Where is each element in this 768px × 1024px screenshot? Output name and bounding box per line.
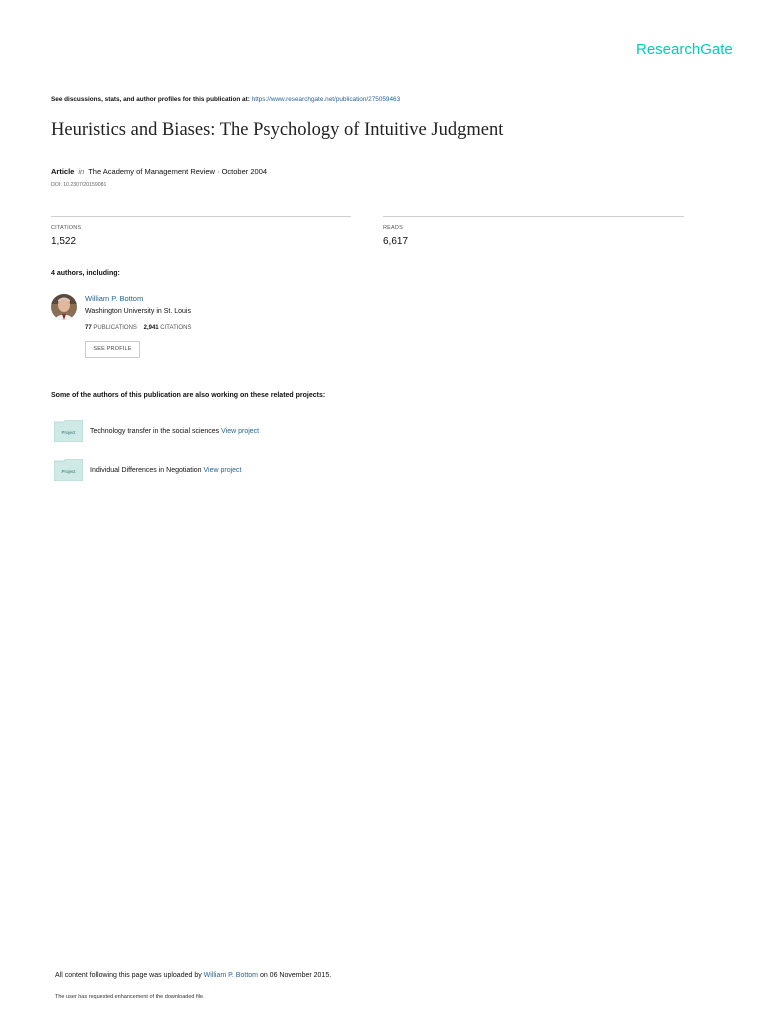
upload-notice	[55, 972, 331, 979]
upload-suffix: on 06 November 2015.	[258, 972, 332, 979]
article-meta	[51, 167, 267, 176]
author-institution: Washington University in St. Louis	[85, 308, 191, 315]
reads-label: READS	[383, 225, 403, 231]
authors-heading: 4 authors, including:	[51, 270, 120, 277]
uploader-link[interactable]: William P. Bottom	[203, 972, 258, 979]
divider-right	[383, 216, 684, 217]
article-kind: Article	[51, 167, 75, 176]
enhancement-note: The user has requested enhancement of the downloaded file.	[55, 994, 205, 1000]
project-icon-label: Project	[61, 430, 76, 435]
author-publications-label: PUBLICATIONS	[93, 325, 137, 331]
project-title: Individual Differences in Negotiation	[90, 467, 204, 474]
project-item	[90, 428, 259, 435]
project-icon-label: Project	[61, 469, 76, 474]
journal-name: The Academy of Management Review · October 2004	[88, 167, 268, 176]
author-citations-label: CITATIONS	[160, 325, 192, 331]
author-name-link[interactable]: William P. Bottom	[85, 294, 144, 303]
discussion-text: See discussions, stats, and author profiles for this publication at:	[51, 96, 252, 103]
project-folder-icon	[54, 459, 83, 481]
upload-prefix: All content following this page was uploaded by	[55, 972, 204, 979]
see-profile-button[interactable]: SEE PROFILE	[85, 341, 140, 358]
publication-url-link[interactable]: https://www.researchgate.net/publication/275059463	[251, 96, 401, 103]
project-folder-icon	[54, 420, 83, 442]
author-citations-count: 2,941	[143, 325, 159, 331]
doi: DOI: 10.2307/20159081	[51, 182, 107, 188]
researchgate-logo[interactable]: ResearchGate	[636, 41, 733, 58]
author-avatar[interactable]	[51, 294, 77, 320]
divider-left	[51, 216, 351, 217]
page-title: Heuristics and Biases: The Psychology of Intuitive Judgment	[51, 120, 504, 140]
reads-count: 6,617	[383, 236, 409, 247]
discussion-line	[51, 96, 400, 103]
author-publications-count: 77	[85, 325, 92, 331]
projects-heading: Some of the authors of this publication are also working on these related projects:	[51, 392, 326, 399]
view-project-link[interactable]: View project	[221, 428, 260, 435]
in-label: in	[78, 167, 85, 176]
view-project-link[interactable]: View project	[203, 467, 242, 474]
project-item	[90, 467, 242, 474]
project-title: Technology transfer in the social sciences	[90, 428, 222, 435]
author-stats	[85, 325, 191, 331]
citations-label: CITATIONS	[51, 225, 82, 231]
citations-count: 1,522	[51, 236, 77, 247]
